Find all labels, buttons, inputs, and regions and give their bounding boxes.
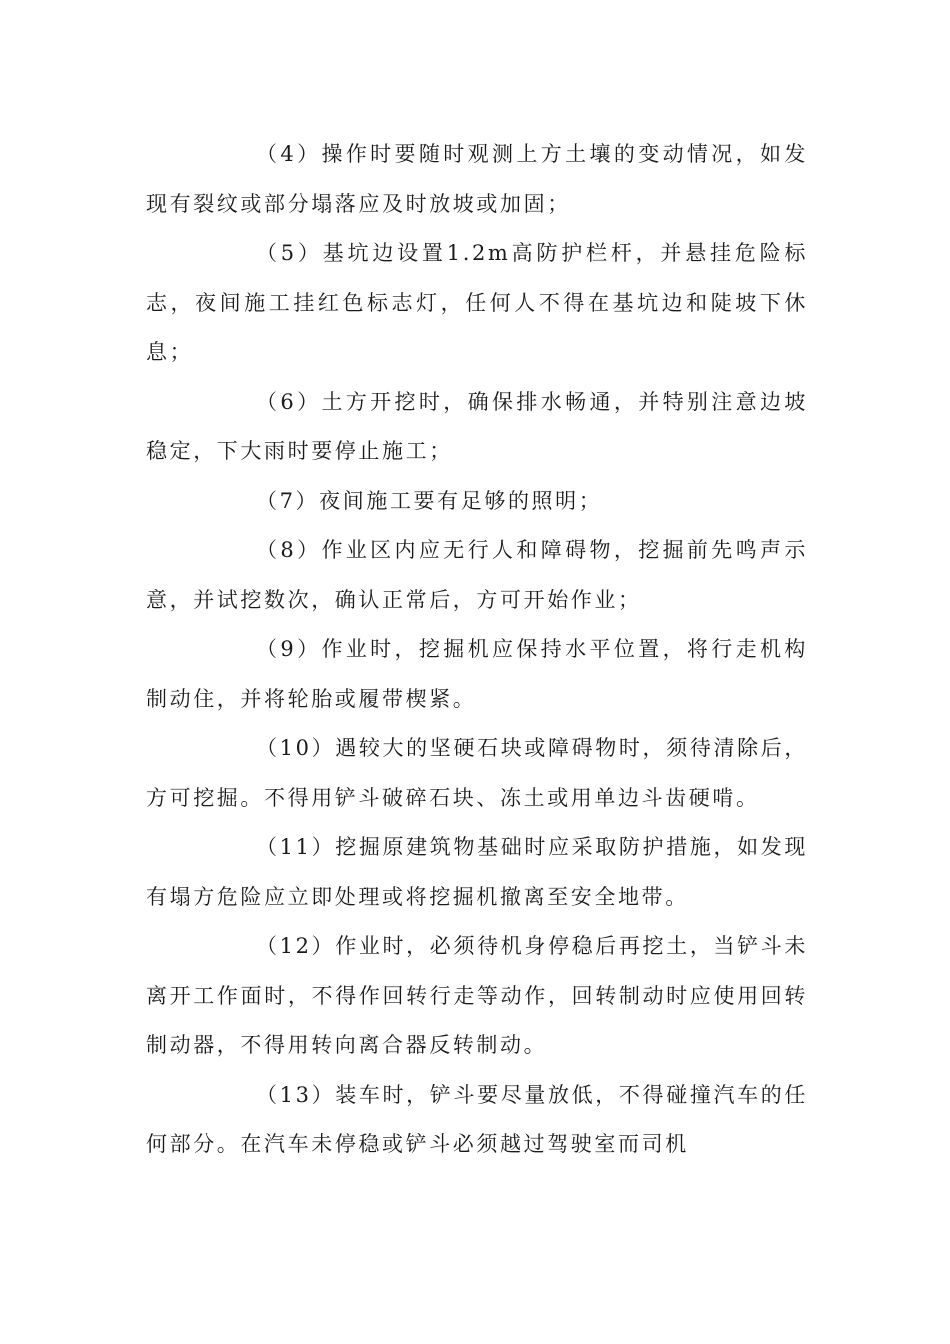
paragraph-item-6: （6）土方开挖时，确保排水畅通，并特别注意边坡稳定，下大雨时要停止施工；	[146, 389, 808, 463]
paragraph-item-10: （10）遇较大的坚硬石块或障碍物时，须待清除后，方可挖掘。不得用铲斗破碎石块、冻土或用单边斗齿硬啃。	[146, 736, 808, 810]
paragraph-item-7: （7）夜间施工要有足够的照明；	[256, 488, 603, 513]
paragraph-item-9: （9）作业时，挖掘机应保持水平位置，将行走机构制动住，并将轮胎或履带楔紧。	[146, 637, 808, 711]
document-body	[146, 130, 808, 1170]
paragraph-item-8: （8）作业区内应无行人和障碍物，挖掘前先鸣声示意，并试挖数次，确认正常后，方可开始作业；	[146, 538, 808, 612]
paragraph-item-4: （4）操作时要随时观测上方土壤的变动情况，如发现有裂纹或部分塌落应及时放坡或加固；	[146, 142, 808, 216]
paragraph-item-13: （13）装车时，铲斗要尽量放低，不得碰撞汽车的任何部分。在汽车未停稳或铲斗必须越过驾驶室而司机	[146, 1082, 808, 1156]
paragraph-item-11: （11）挖掘原建筑物基础时应采取防护措施，如发现有塌方危险应立即处理或将挖掘机撤离至安全地带。	[146, 835, 808, 909]
paragraph-item-12: （12）作业时，必须待机身停稳后再挖土，当铲斗未离开工作面时，不得作回转行走等动作，回转制动时应使用回转制动器，不得用转向离合器反转制动。	[146, 934, 808, 1057]
paragraph-item-5: （5）基坑边设置1.2m高防护栏杆，并悬挂危险标志，夜间施工挂红色标志灯，任何人不得在基坑边和陡坡下休息；	[146, 241, 808, 364]
